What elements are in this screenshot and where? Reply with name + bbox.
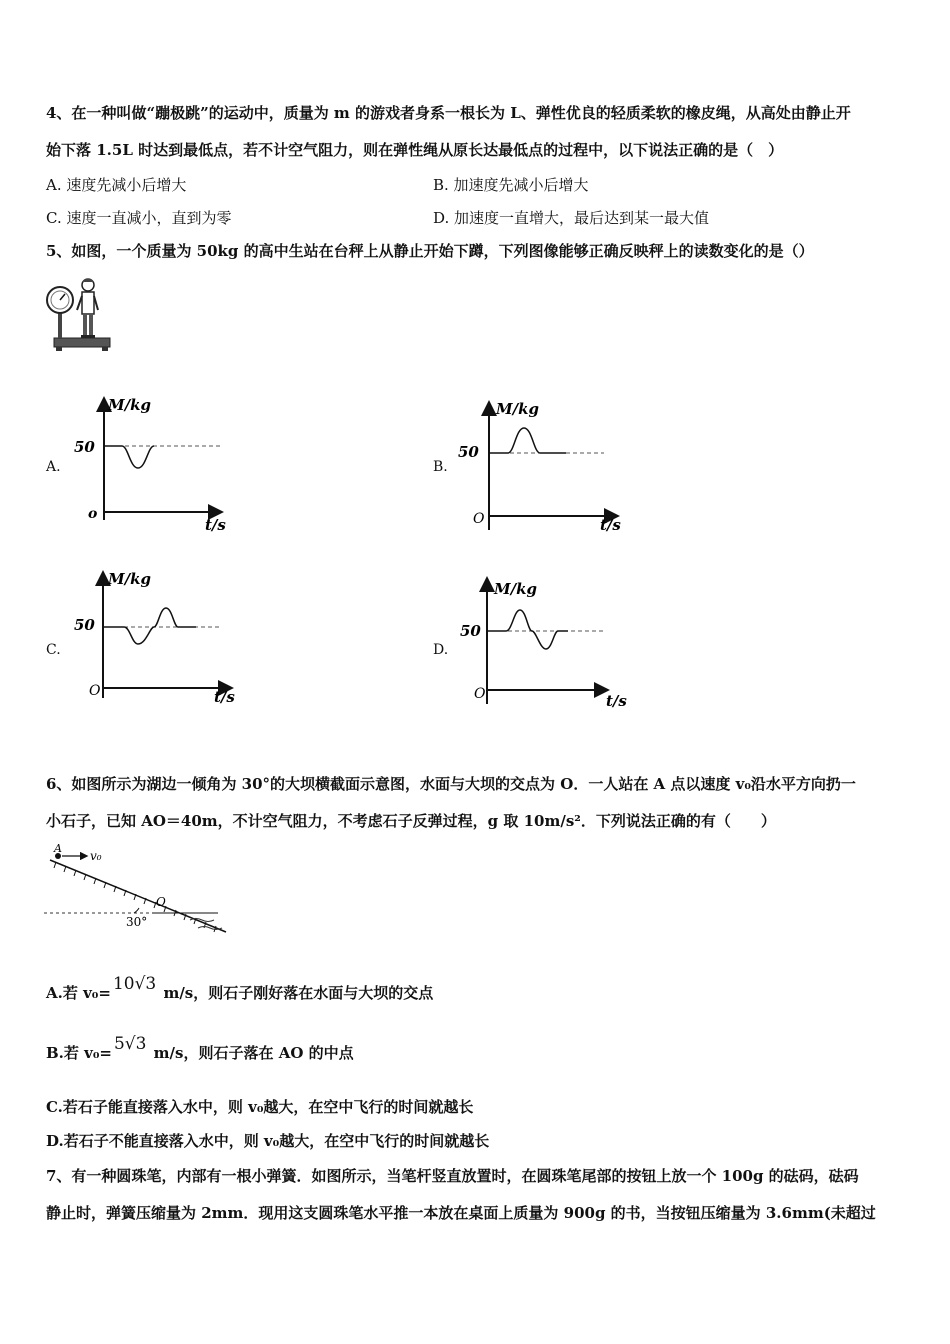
- scale-person-illustration: [44, 276, 114, 354]
- q6-option-a-value: 10√3: [112, 974, 157, 994]
- graph-b-y-label: M/kg: [496, 400, 539, 418]
- point-o-label: O: [156, 895, 166, 909]
- q6-line1: 6、如图所示为湖边一倾角为 30°的大坝横截面示意图，水面与大坝的交点为 O．一人站在 A 点以速度 v₀沿水平方向扔一: [46, 775, 856, 793]
- q5-option-d-label[interactable]: D.: [433, 642, 449, 658]
- graph-d-x-label: t/s: [606, 692, 627, 710]
- graph-c-curve: [103, 608, 196, 644]
- q6-option-d[interactable]: D.若石子不能直接落入水中，则 v₀越大，在空中飞行的时间就越长: [46, 1132, 490, 1150]
- angle-label: 30°: [126, 915, 148, 929]
- q4-option-a[interactable]: A. 速度先减小后增大: [46, 176, 187, 194]
- q4-option-d[interactable]: D. 加速度一直增大，最后达到某一最大值: [433, 209, 710, 227]
- q6-option-a-suffix: m/s，则石子刚好落在水面与大坝的交点: [158, 984, 434, 1002]
- graph-c-x-label: t/s: [214, 688, 235, 706]
- graph-a-curve: [104, 446, 154, 468]
- graph-a-x-label: t/s: [205, 516, 226, 534]
- graph-d-origin: O: [474, 686, 486, 702]
- q7-line2: 静止时，弹簧压缩量为 2mm．现用这支圆珠笔水平推一本放在桌面上质量为 900g 的书，当按钮压缩量为 3.6mm(未超过: [46, 1204, 876, 1222]
- q6-option-b[interactable]: [46, 1034, 354, 1063]
- q6-option-a-prefix: A.若 v₀=: [46, 984, 111, 1002]
- graph-b-origin: O: [473, 511, 485, 527]
- q6-option-b-suffix: m/s，则石子落在 AO 的中点: [148, 1044, 354, 1062]
- q5-option-b-label[interactable]: B.: [433, 459, 448, 475]
- point-a-label: A: [54, 842, 62, 855]
- dam-figure: [40, 840, 240, 938]
- q4-line1: 4、在一种叫做“蹦极跳”的运动中，质量为 m 的游戏者身系一根长为 L、弹性优良的轻质柔软的橡皮绳，从高处由静止开: [46, 104, 851, 122]
- q5-line1: 5、如图，一个质量为 50kg 的高中生站在台秤上从静止开始下蹲，下列图像能够正确反映秤上的读数变化的是（）: [46, 242, 814, 260]
- graph-c-origin: O: [89, 683, 101, 699]
- graph-c-y-label: M/kg: [108, 570, 151, 588]
- q5-option-a-label[interactable]: A.: [46, 459, 61, 475]
- q5-graph-c: [72, 568, 244, 710]
- q5-option-c-label[interactable]: C.: [46, 642, 61, 658]
- q6-option-a[interactable]: [46, 974, 434, 1003]
- velocity-label: v₀: [90, 849, 102, 863]
- graph-d-y-value: 50: [460, 622, 481, 640]
- graph-d-y-label: M/kg: [494, 580, 537, 598]
- graph-b-x-label: t/s: [600, 516, 621, 534]
- q6-option-c[interactable]: C.若石子能直接落入水中，则 v₀越大，在空中飞行的时间就越长: [46, 1098, 474, 1116]
- q4-line2: 始下落 1.5L 时达到最低点，若不计空气阻力，则在弹性绳从原长达最低点的过程中，以下说法正确的是（ ）: [46, 141, 784, 159]
- q4-option-b[interactable]: B. 加速度先减小后增大: [433, 176, 589, 194]
- graph-b-y-value: 50: [458, 443, 479, 461]
- q6-option-b-value: 5√3: [113, 1034, 147, 1054]
- graph-b-curve: [489, 428, 566, 453]
- q5-graph-a: [70, 392, 230, 540]
- graph-a-y-value: 50: [74, 438, 95, 456]
- q5-graph-d: [456, 576, 632, 712]
- graph-d-curve: [487, 610, 568, 649]
- graph-a-y-label: M/kg: [108, 396, 151, 414]
- q7-line1: 7、有一种圆珠笔，内部有一根小弹簧．如图所示，当笔杆竖直放置时，在圆珠笔尾部的按钮上放一个 100g 的砝码，砝码: [46, 1167, 859, 1185]
- q6-option-b-prefix: B.若 v₀=: [46, 1044, 112, 1062]
- q6-line2: 小石子，已知 AO＝40m，不计空气阻力，不考虑石子反弹过程，g 取 10m/s²．下列说法正确的有（ ）: [46, 812, 776, 830]
- graph-a-origin: o: [88, 506, 98, 522]
- graph-c-y-value: 50: [74, 616, 95, 634]
- q5-graph-b: [454, 396, 626, 544]
- q4-option-c[interactable]: C. 速度一直减小，直到为零: [46, 209, 232, 227]
